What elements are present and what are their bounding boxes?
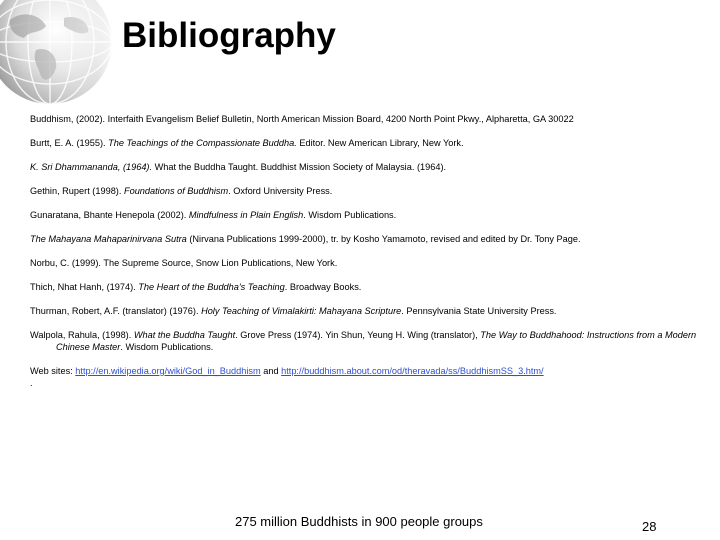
bibliography-list	[30, 113, 700, 401]
reference-text: . Pennsylvania State University Press.	[401, 306, 557, 316]
page-number: 28	[642, 519, 657, 534]
reference-entry	[30, 329, 700, 353]
reference-entry	[30, 257, 700, 269]
reference-text: Burtt, E. A. (1955).	[30, 138, 109, 148]
reference-text: Gunaratana, Bhante Henepola (2002).	[30, 210, 189, 220]
reference-text: Thurman, Robert, A.F. (translator) (1976).	[30, 306, 202, 316]
reference-entry	[30, 185, 700, 197]
reference-link[interactable]: http://en.wikipedia.org/wiki/God_in_Buddhism	[75, 366, 261, 376]
slide-footer: 275 million Buddhists in 900 people groups	[235, 514, 483, 529]
reference-link[interactable]: http://buddhism.about.com/od/theravada/ss/BuddhismSS_3.htm/	[281, 366, 544, 376]
reference-text: The Mahayana Mahaparinirvana Sutra	[30, 234, 187, 244]
reference-text: . Wisdom Publications.	[303, 210, 397, 220]
reference-text: . Broadway Books.	[284, 282, 362, 292]
reference-text: The Way to Buddhahood: Instructions from a Modern Chinese Master	[56, 330, 697, 352]
reference-text: . Grove Press (1974). Yin Shun, Yeung H. Wing (translator),	[235, 330, 481, 340]
reference-text: Mindfulness in Plain English	[188, 210, 304, 220]
reference-text: Thich, Nhat Hanh, (1974).	[30, 282, 139, 292]
reference-text: K. Sri Dhammananda, (1964).	[30, 162, 153, 172]
reference-text: (Nirvana Publications 1999-2000), tr. by Kosho Yamamoto, revised and edited by Dr. Tony Page.	[186, 234, 581, 244]
reference-text: Gethin, Rupert (1998).	[30, 186, 124, 196]
page-title: Bibliography	[122, 16, 336, 55]
reference-text: Norbu, C. (1999). The Supreme Source, Snow Lion Publications, New York.	[30, 258, 338, 268]
trailing-mark: .	[30, 378, 33, 388]
reference-entry	[30, 233, 700, 245]
reference-entry	[30, 113, 700, 125]
reference-text: Web sites:	[30, 366, 76, 376]
reference-text: The Teachings of the Compassionate Buddha.	[108, 138, 297, 148]
reference-entry	[30, 365, 700, 377]
reference-entry	[30, 305, 700, 317]
reference-text: . Oxford University Press.	[228, 186, 333, 196]
reference-text: . Wisdom Publications.	[120, 342, 214, 352]
reference-entry	[30, 161, 700, 173]
reference-text: and	[260, 366, 282, 376]
reference-text: What the Buddha Taught	[133, 330, 236, 340]
reference-text: What the Buddha Taught. Buddhist Mission Society of Malaysia. (1964).	[152, 162, 447, 172]
reference-text: Buddhism, (2002). Interfaith Evangelism Belief Bulletin, North American Mission Board, 4200 North Point Pkwy., Alpharetta, GA 30022	[30, 114, 574, 124]
reference-entry	[30, 281, 700, 293]
reference-text: Walpola, Rahula, (1998).	[30, 330, 134, 340]
reference-text: Foundations of Buddhism	[123, 186, 229, 196]
reference-entry	[30, 137, 700, 149]
reference-text: Holy Teaching of Vimalakirti: Mahayana Scripture	[201, 306, 402, 316]
reference-text: Editor. New American Library, New York.	[296, 138, 464, 148]
reference-entry	[30, 209, 700, 221]
globe-icon	[0, 0, 120, 108]
reference-text: The Heart of the Buddha's Teaching	[138, 282, 285, 292]
